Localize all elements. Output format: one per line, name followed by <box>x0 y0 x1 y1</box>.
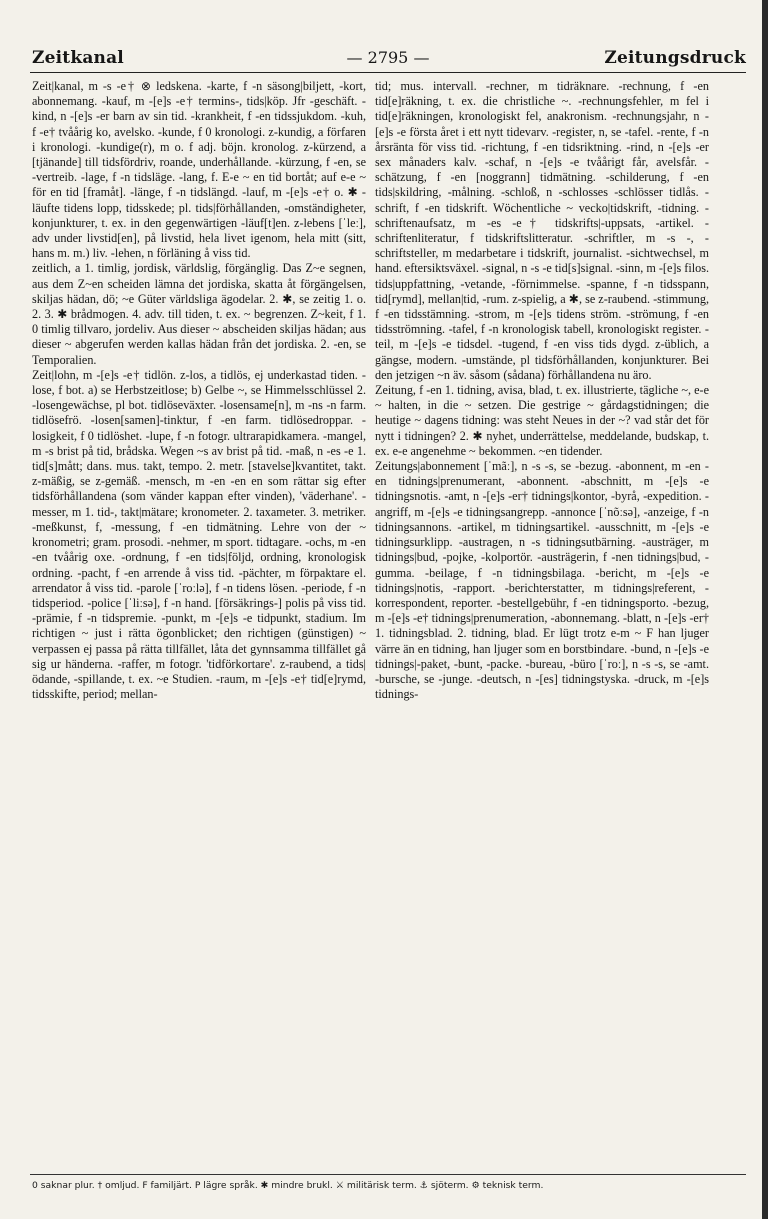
entry-paragraph: Zeitung, f -en 1. tidning, avisa, blad, t. ex. illustrierte, tägliche ~, e-e ~ halten, in die ~ setzen. Die gestrige ~ gårdagstidningen; die heutige ~ dagens tidning: was steht Neues in der ~? vad står det för nytt i tidningen? 2. ✱ nyhet, underrättelse, meddelande, budskap, t. ex. e-e angenehme ~ bekommen. ~en tidender. <box>375 383 709 458</box>
left-column <box>32 79 366 702</box>
scan-edge <box>762 0 768 1219</box>
entry-paragraph: Zeit|kanal, m -s -e† ⊗ ledskena. -karte, f -n säsong|biljett, -kort, abonnemang. -kauf, m -[e]s -e† termins-, tids|köp. Jfr -geschäft. -kind, n -[e]s -er barn av sin tid. -krankheit, f -en tidssjukdom. -kuh, f -e† tvåårig ko, avelsko. -kunde, f 0 kronologi. z-kundig, a förfaren i kronologi. -kundige(r), m o. f adj. böjn. kronolog. z-kürzend, a [tjänande] till tidsfördriv, roande, underhållande. -kürzung, f -en, se -vertreib. -lage, f -n tidsläge. -lang, f. E-e ~ en tid bortåt; auf e-e ~ för en tid [framåt]. -länge, f -n tidslängd. -lauf, m -[e]s -e† o. ✱ -läufte tidens lopp, tidsskede; pl. tids|förhållanden, -omständigheter, konjunkturer, t. ex. in den gegenwärtigen -läuf[t]en. z-lebens [ˈleː], adv under livstid[en], på livstid, hela livet igenom, hela mitt (sitt, hans m. m.) liv. -lehen, n förläning å viss tid. <box>32 79 366 261</box>
abbreviation-legend: 0 saknar plur. † omljud. F familjärt. P lägre språk. ✱ mindre brukl. ⚔ militärisk term. ⚓ sjöterm. ⚙ teknisk term. <box>32 1180 544 1191</box>
footer-rule <box>30 1174 746 1175</box>
page-number: — 2795 — <box>346 48 430 67</box>
entry-paragraph: zeitlich, a 1. timlig, jordisk, världslig, förgänglig. Das Z~e segnen, aus dem Z~en scheiden lämna det jordiska, skatta åt förgängelsen, skiljas hädan, dö; ~e Güter världsliga ägodelar. 2. ✱, se zeitig 1. o. 2. 3. ✱ brådmogen. 4. adv. till tiden, t. ex. ~ begrenzen. Z~keit, f 1. 0 timlig tillvaro, jordeliv. Aus dieser ~ abscheiden skiljas hädan; aus dieser ~ abgerufen werden kallas hädan från det jordiska. 2. -en, se Temporalien. <box>32 261 366 367</box>
right-column <box>375 79 709 702</box>
entry-paragraph: Zeit|lohn, m -[e]s -e† tidlön. z-los, a tidlös, ej underkastad tiden. -lose, f bot. a) se Herbstzeitlose; b) Gelbe ~, se Himmelsschlüssel 2. -losengewächse, pl bot. tidlöseväxter. -losensame[n], m -ns -n farm. tidlösefrö. -losen[samen]-tinktur, f -en farm. tidlösedroppar. -losigkeit, f 0 tidlöshet. -lupe, f -n fotogr. ultrarapidkamera. -mangel, m -s brist på tid, brådska. Wegen ~s av brist på tid. -maß, n -es -e 1. tid[s]mått; dans. mus. takt, tempo. 2. metr. [stavelse]kvantitet, takt. z-mäßig, se z-gemäß. -mensch, m -en -en en som rättar sig efter tidsförhållandena (som vänder kappan efter vinden), 'väderhane'. -messer, m 1. tid-, takt|mätare; kronometer. 2. taxameter. 3. metriker. -meßkunst, f, -messung, f -en tidmätning. Lehre von der ~ kronometri; gram. prosodi. -nehmer, m sport. tidtagare. -ochs, m -en -en tvåårig oxe. -ordnung, f -en tids|följd, ordning, kronologisk ordning. -pacht, f -en arrende å viss tid. -pächter, m förpaktare el. arrendator å viss tid. -parole [ˈroːlə], f -n tidens lösen. -periode, f -n tidsperiod. -police [ˈliːsə], f -n hand. [försäkrings-] polis på viss tid. -prämie, f -n tidspremie. -punkt, m -[e]s -e tidpunkt, stadium. Im richtigen ~ just i rätta ögonblicket; den richtigen (günstigen) ~ verpassen ej passa på rätta tillfället, låta det gynnsamma tillfället gå sig ur händerna. -raffer, m fotogr. 'tidförkortare'. z-raubend, a tids|ödande, -spillande, t. ex. ~e Studien. -raum, m -[e]s -e† tid[e]rymd, tidsskifte, period; mellan- <box>32 367 366 702</box>
header-rule <box>30 72 746 73</box>
entry-paragraph: Zeitungs|abonnement [ˈmãː], n -s -s, se -bezug. -abonnent, m -en -en tidnings|prenumerant, -abonnent. -abschnitt, m -[e]s -e tidningsnotis. -amt, n -[e]s -er† tidnings|kontor, -byrå, -expedition. -angriff, m -[e]s -e tidningsangrepp. -annonce [ˈnõːsə], -anzeige, f -n tidningsannons. -artikel, m tidningsartikel. -ausschnitt, m -[e]s -e tidningsurklipp. -austragen, n -s tidningsutbärning. -austräger, m tidnings|bud, -pojke, -kolportör. -austrägerin, f -nen tidnings|bud, -gumma. -beilage, f -n tidningsbilaga. -bericht, m -[e]s -e tidnings|notis, -rapport. -berichterstatter, m tidnings|referent, -korrespondent, reporter. -bestellgebühr, f -en tidningsporto. -bezug, m -[e]s -e† tidnings|prenumeration, -abonnemang. -blatt, n -[e]s -er† 1. tidningsblad. 2. tidning, blad. Er lügt trotz e-m ~ F han ljuger värre än en tidning, han ljuger som en borstbindare. -bund, n -[e]s -e tidnings|-paket, -bunt, -packe. -bureau, -büro [ˈroː], n -s -s, se -amt. -bursche, se -junge. -deutsch, n -[es] tidningstyska. -druck, m -[e]s tidnings- <box>375 459 709 702</box>
header-first-entry: Zeitkanal <box>32 48 124 68</box>
header-last-entry: Zeitungsdruck <box>604 48 746 68</box>
entry-paragraph: tid; mus. intervall. -rechner, m tidräknare. -rechnung, f -en tid[e]räkning, t. ex. die christliche ~. -rechnungsfehler, m fel i tid[e]räkningen, kronologiskt fel, anakronism. -rechnungsjahr, n -[e]s -e första året i ett nytt tidevarv. -register, n, se -tafel. -rente, f -n årsränta för viss tid. -richtung, f -en tidsriktning. -rind, n -[e]s -er sex månaders kalv. -schaf, n -[e]s -e tvåårigt får, avelsfår. -schätzung, f -en [noggrann] tidmätning. -schilderung, f -en tids|skildring, -målning. -schloß, n -schlosses -schlösser tidlås. -schrift, f -en tidskrift. Wöchentliche ~ vecko|tidskrift, -tidning. -schriftenaufsatz, m -es -e† tidskrifts|-uppsats, -artikel. -schriftenliteratur, f tidskriftslitteratur. -schriftler, m -s -, -schriftsteller, m medarbetare i tidskrift, journalist. -sichtwechsel, m hand. eftersiktsväxel. -signal, n -s -e tid[s]signal. -sinn, m -[e]s filos. tids|uppfattning, -vetande, -förnimmelse. -spanne, f -n tidsspann, tid[rymd], mellan|tid, -rum. z-spielig, a ✱, se z-raubend. -stimmung, f -en tidsstämning. -strom, m -[e]s tidens ström. -strömung, f -en tidsströmning. -tafel, f -n kronologisk tabell, kronologiskt register. -teil, m -[e]s -e tidsdel. -tugend, f -en viss tids dygd. z-üblich, a gängse, modern. -umstände, pl tidsförhållanden, konjunkturer. Bei den jetzigen ~n äv. såsom (sådana) förhållandena nu äro. <box>375 79 709 382</box>
page-header <box>30 48 746 74</box>
